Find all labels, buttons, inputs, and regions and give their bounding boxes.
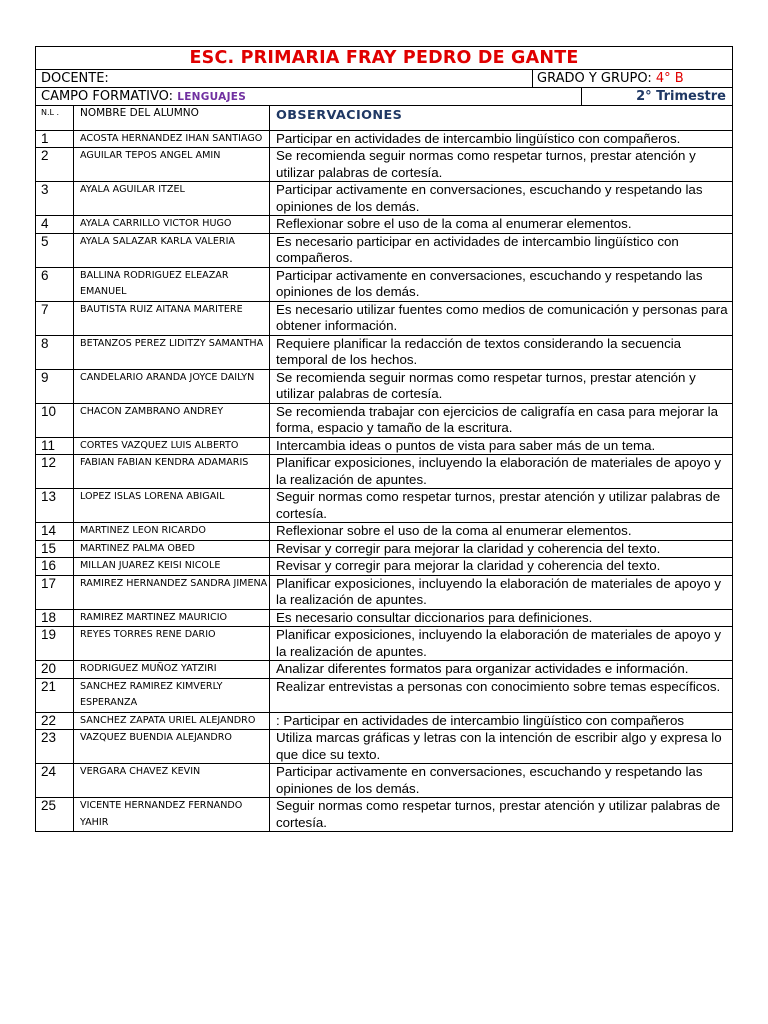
student-name: FABIAN FABIAN KENDRA ADAMARIS [74,455,270,489]
table-row [36,455,732,489]
table-row [36,627,732,661]
student-number: 5 [36,233,74,267]
student-name: LOPEZ ISLAS LORENA ABIGAIL [74,489,270,523]
table-row [36,489,732,523]
trimestre-label: 2° Trimestre [636,89,726,104]
student-number: 23 [36,730,74,764]
student-observation: Es necesario participar en actividades de intercambio lingüístico con compañeros. [270,233,733,267]
grado-field [533,70,732,87]
table-row [36,216,732,234]
docente-field [36,70,533,87]
student-number: 18 [36,609,74,627]
student-name: ACOSTA HERNANDEZ IHAN SANTIAGO [74,130,270,148]
table-row [36,558,732,576]
table-header-row [36,106,732,130]
student-observation: Se recomienda seguir normas como respetar turnos, prestar atención y utilizar palabras de cortesía. [270,369,733,403]
students-table [36,106,732,831]
table-row [36,712,732,730]
student-number: 8 [36,335,74,369]
student-observation: Utiliza marcas gráficas y letras con la intención de escribir algo y expresa lo que dice su texto. [270,730,733,764]
student-observation: Reflexionar sobre el uso de la coma al enumerar elementos. [270,216,733,234]
student-number: 15 [36,540,74,558]
campo-row [36,88,732,106]
student-observation: : Participar en actividades de intercambio lingüístico con compañeros [270,712,733,730]
table-row [36,523,732,541]
student-name: AYALA CARRILLO VICTOR HUGO [74,216,270,234]
table-row [36,678,732,712]
student-name: VERGARA CHAVEZ KEVIN [74,764,270,798]
grado-label: GRADO Y GRUPO: [537,71,656,86]
student-number: 1 [36,130,74,148]
campo-field [36,88,582,105]
student-observation: Participar en actividades de intercambio lingüístico con compañeros. [270,130,733,148]
student-observation: Revisar y corregir para mejorar la claridad y coherencia del texto. [270,540,733,558]
docente-label: DOCENTE: [41,71,109,86]
table-row [36,437,732,455]
student-name: BALLINA RODRIGUEZ ELEAZAR EMANUEL [74,267,270,301]
student-number: 22 [36,712,74,730]
student-number: 9 [36,369,74,403]
student-observation: Analizar diferentes formatos para organizar actividades e información. [270,661,733,679]
column-header-observations: OBSERVACIONES [276,108,403,123]
table-row [36,730,732,764]
table-row [36,764,732,798]
student-number: 17 [36,575,74,609]
student-observation: Planificar exposiciones, incluyendo la elaboración de materiales de apoyo y la realización de apuntes. [270,627,733,661]
student-number: 20 [36,661,74,679]
student-observation: Seguir normas como respetar turnos, prestar atención y utilizar palabras de cortesía. [270,489,733,523]
student-name: CORTES VAZQUEZ LUIS ALBERTO [74,437,270,455]
student-name: AYALA AGUILAR ITZEL [74,182,270,216]
table-row [36,267,732,301]
table-row [36,301,732,335]
student-number: 13 [36,489,74,523]
student-name: BAUTISTA RUIZ AITANA MARITERE [74,301,270,335]
table-row [36,130,732,148]
table-row [36,335,732,369]
student-observation: Es necesario consultar diccionarios para definiciones. [270,609,733,627]
student-observation: Reflexionar sobre el uso de la coma al enumerar elementos. [270,523,733,541]
student-name: CANDELARIO ARANDA JOYCE DAILYN [74,369,270,403]
student-number: 7 [36,301,74,335]
table-row [36,403,732,437]
campo-label: CAMPO FORMATIVO: [41,89,178,104]
docente-row [36,70,732,88]
student-name: CHACON ZAMBRANO ANDREY [74,403,270,437]
student-number: 2 [36,148,74,182]
student-observation: Realizar entrevistas a personas con conocimiento sobre temas específicos. [270,678,733,712]
student-number: 4 [36,216,74,234]
student-name: BETANZOS PEREZ LIDITZY SAMANTHA [74,335,270,369]
student-number: 25 [36,798,74,832]
student-observation: Se recomienda trabajar con ejercicios de caligrafía en casa para mejorar la forma, espacio y tamaño de la escritura. [270,403,733,437]
student-number: 24 [36,764,74,798]
student-name: AYALA SALAZAR KARLA VALERIA [74,233,270,267]
student-observation: Planificar exposiciones, incluyendo la elaboración de materiales de apoyo y la realización de apuntes. [270,455,733,489]
student-observation: Se recomienda seguir normas como respetar turnos, prestar atención y utilizar palabras de cortesía. [270,148,733,182]
student-number: 14 [36,523,74,541]
school-title: ESC. PRIMARIA FRAY PEDRO DE GANTE [36,47,732,70]
table-row [36,233,732,267]
student-name: RAMIREZ MARTINEZ MAURICIO [74,609,270,627]
student-name: MARTINEZ PALMA OBED [74,540,270,558]
student-name: MILLAN JUAREZ KEISI NICOLE [74,558,270,576]
student-number: 19 [36,627,74,661]
student-number: 16 [36,558,74,576]
table-row [36,540,732,558]
table-row [36,609,732,627]
observations-sheet [35,46,733,832]
student-name: SANCHEZ ZAPATA URIEL ALEJANDRO [74,712,270,730]
column-header-name: NOMBRE DEL ALUMNO [74,106,270,130]
student-observation: Requiere planificar la redacción de textos considerando la secuencia temporal de los hechos. [270,335,733,369]
student-observation: Seguir normas como respetar turnos, prestar atención y utilizar palabras de cortesía. [270,798,733,832]
table-row [36,148,732,182]
table-row [36,575,732,609]
student-observation: Revisar y corregir para mejorar la claridad y coherencia del texto. [270,558,733,576]
student-name: VICENTE HERNANDEZ FERNANDO YAHIR [74,798,270,832]
table-row [36,182,732,216]
student-name: MARTINEZ LEON RICARDO [74,523,270,541]
table-row [36,798,732,832]
student-name: RAMIREZ HERNANDEZ SANDRA JIMENA [74,575,270,609]
student-name: REYES TORRES RENE DARIO [74,627,270,661]
student-observation: Participar activamente en conversaciones, escuchando y respetando las opiniones de los demás. [270,182,733,216]
table-row [36,661,732,679]
student-observation: Planificar exposiciones, incluyendo la elaboración de materiales de apoyo y la realización de apuntes. [270,575,733,609]
student-name: AGUILAR TEPOS ANGEL AMIN [74,148,270,182]
student-number: 6 [36,267,74,301]
student-name: SANCHEZ RAMIREZ KIMVERLY ESPERANZA [74,678,270,712]
student-observation: Intercambia ideas o puntos de vista para saber más de un tema. [270,437,733,455]
student-number: 3 [36,182,74,216]
student-observation: Participar activamente en conversaciones, escuchando y respetando las opiniones de los demás. [270,764,733,798]
student-number: 12 [36,455,74,489]
student-observation: Es necesario utilizar fuentes como medios de comunicación y personas para obtener información. [270,301,733,335]
student-observation: Participar activamente en conversaciones, escuchando y respetando las opiniones de los demás. [270,267,733,301]
column-header-nl: N.L . [36,106,74,130]
table-row [36,369,732,403]
student-name: VAZQUEZ BUENDIA ALEJANDRO [74,730,270,764]
student-number: 21 [36,678,74,712]
student-name: RODRIGUEZ MUÑOZ YATZIRI [74,661,270,679]
grado-value: 4° B [655,71,684,86]
student-number: 11 [36,437,74,455]
campo-value: LENGUAJES [177,91,247,103]
student-number: 10 [36,403,74,437]
